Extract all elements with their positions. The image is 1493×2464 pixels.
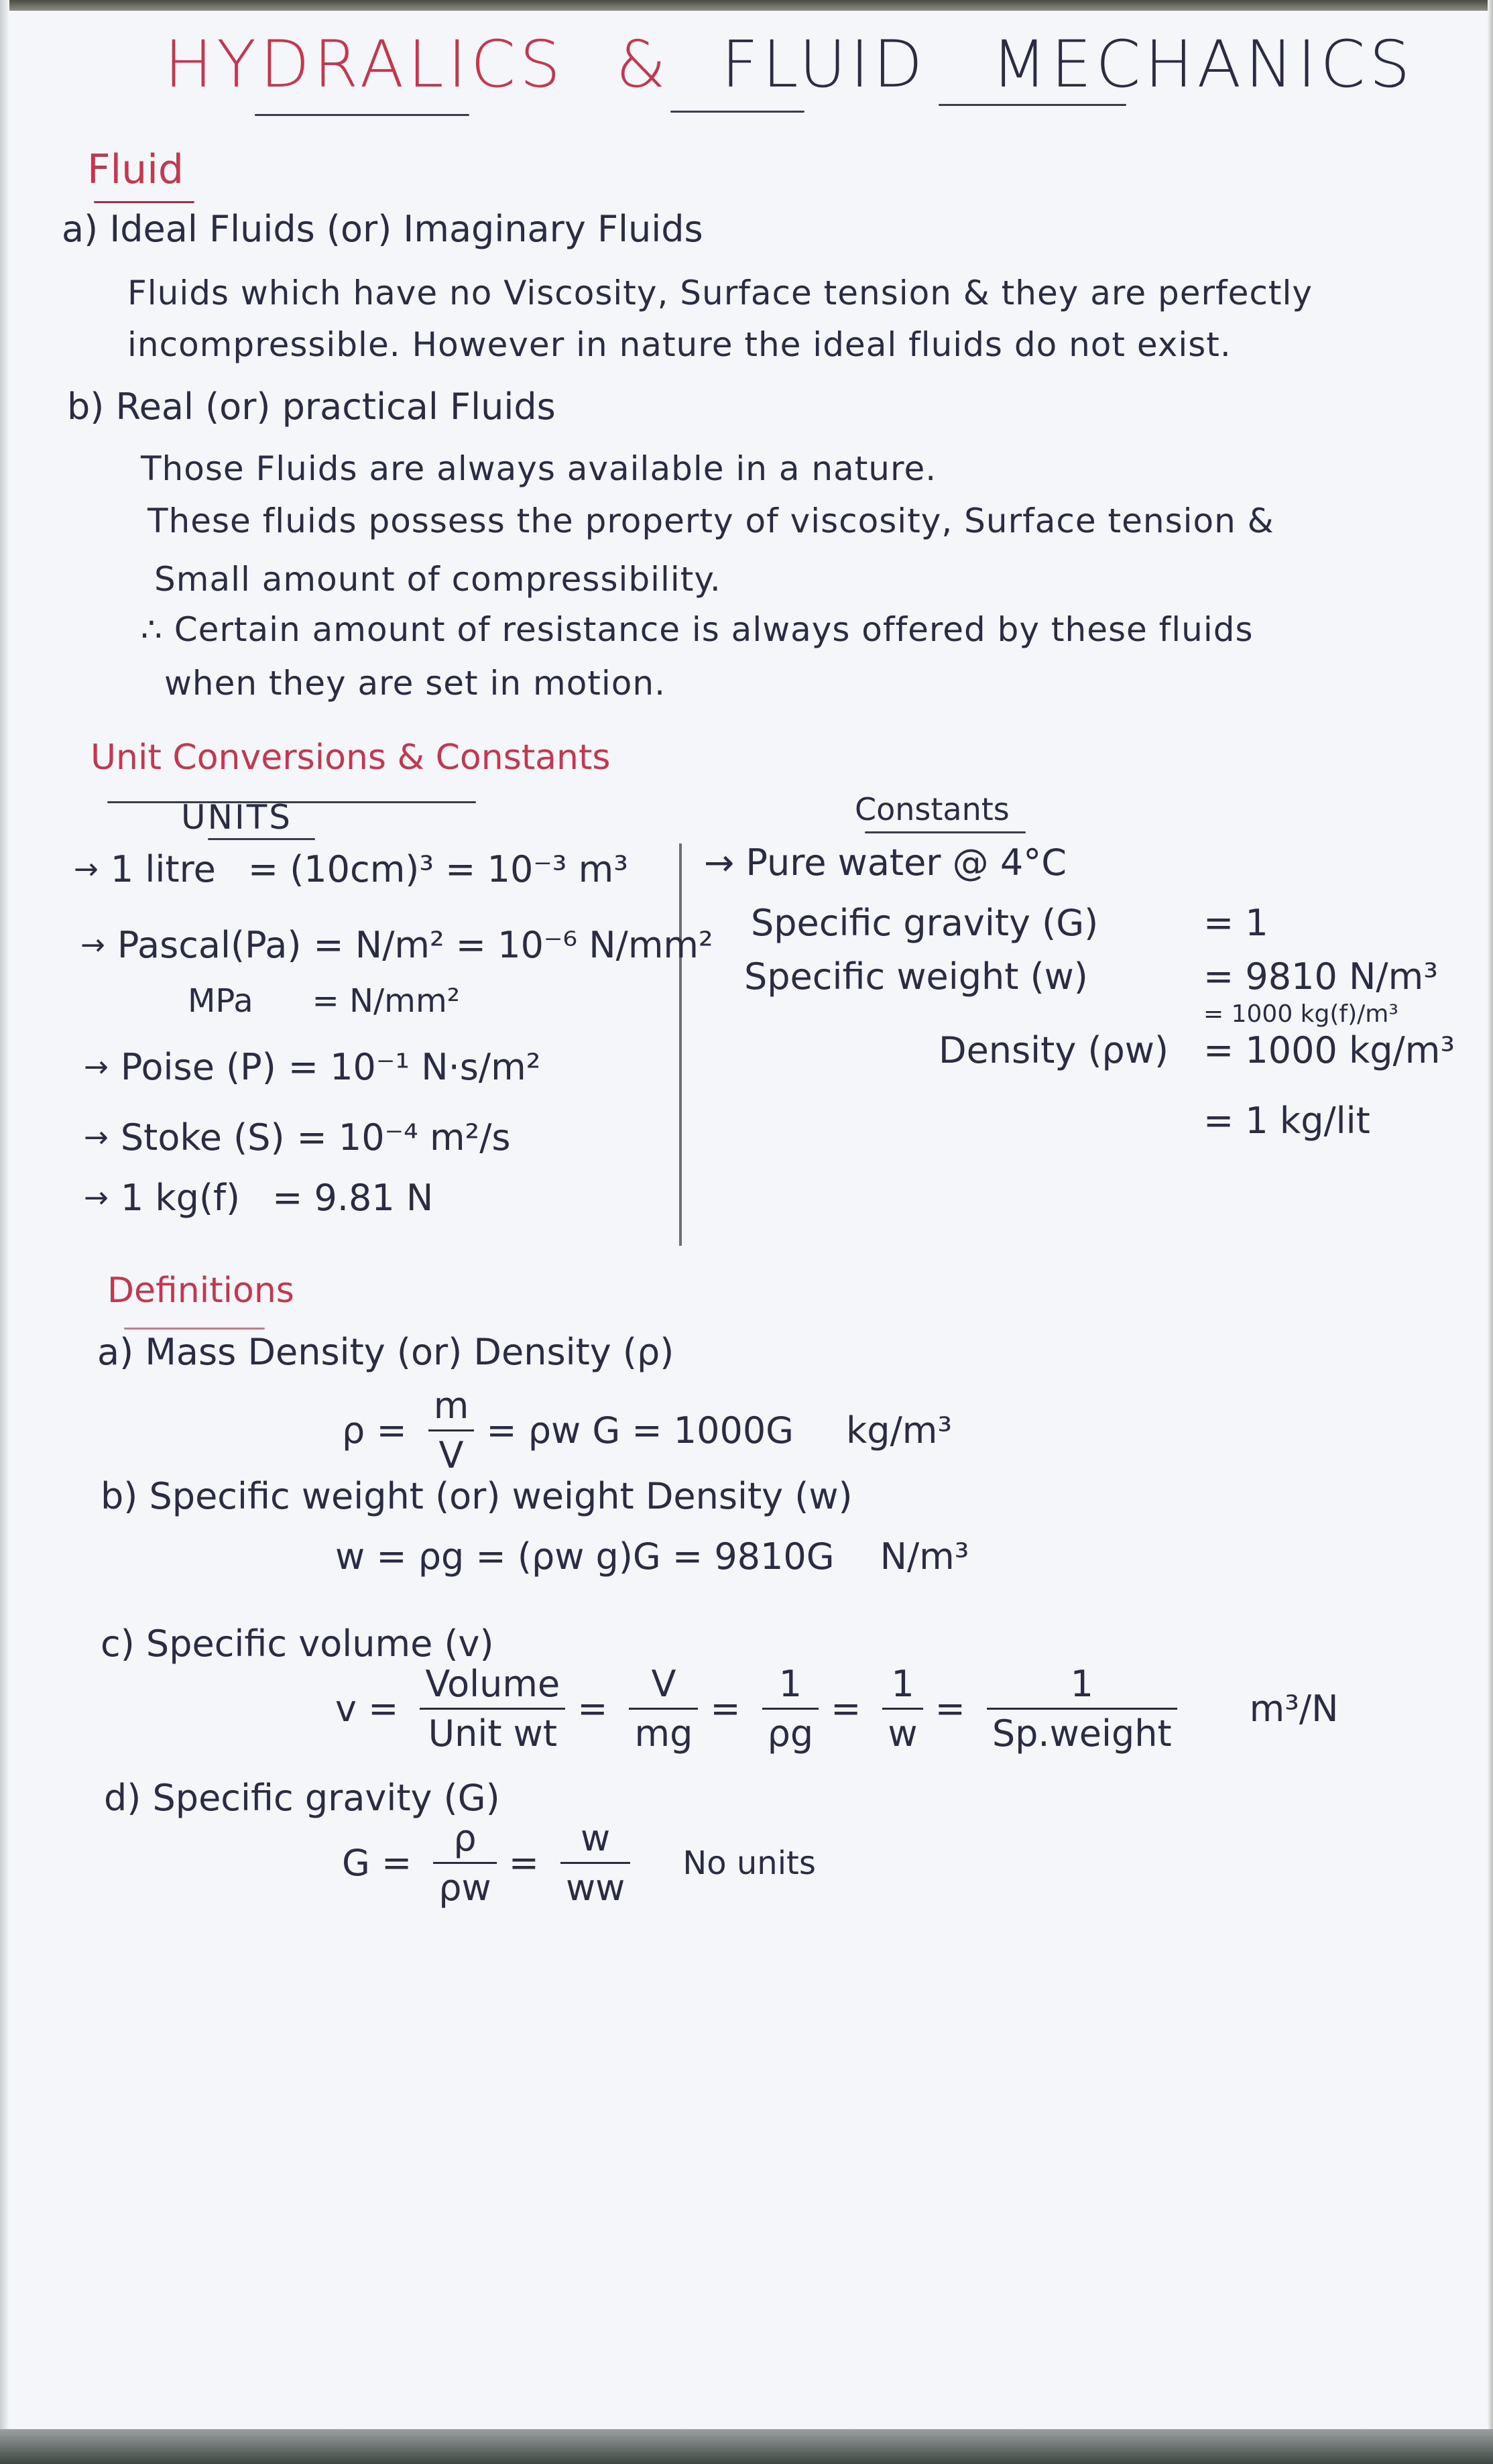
item-title: Real (or) practical Fluids [115,386,556,428]
title-word-mechanics: MECHANICS [991,27,1415,102]
fraction-volume-over-unit-wt [420,1663,565,1755]
def-specific-weight-title: b) Specific weight (or) weight Density (w) [101,1475,853,1517]
def-mass-density-equation [342,1385,964,1476]
constant-label-density: Density (ρw) [939,1029,1169,1071]
eq-unit: m³/N [1249,1688,1339,1730]
unit-row-kgf [84,1177,445,1219]
title-underline-2 [670,111,804,113]
numerator: 1 [891,1663,914,1705]
page-title [164,27,1414,102]
unit-row-poise [84,1046,552,1088]
numerator: Volume [425,1663,560,1705]
unit-lhs: MPa [188,982,253,1020]
unit-lhs: Pascal(Pa) [117,924,302,966]
ideal-fluids-title [62,208,703,250]
unit-row-pascal [80,924,725,966]
arrow-icon: → [84,1050,109,1084]
arrow-icon: → [84,1120,109,1155]
title-underline-1 [255,114,469,116]
title-ampersand: & [615,27,670,102]
numerator: m [433,1385,469,1427]
title-word-hydralics: HYDRALICS [164,27,564,102]
eq-sign: = [577,1688,608,1730]
title-underline-3 [939,104,1126,106]
fraction-bar [428,1429,475,1431]
fraction-bar [433,1862,496,1864]
constant-value-density-per-litre: = 1 kg/lit [1203,1100,1370,1142]
fraction-m-over-v [428,1385,475,1476]
def-specific-gravity-equation [342,1817,828,1909]
constants-heading: Constants [855,791,1010,827]
eq-sign: = [508,1842,539,1884]
denominator: w [888,1712,918,1755]
constant-label-specific-gravity: Specific gravity (G) [751,902,1099,944]
real-fluids-line-5: when they are set in motion. [164,664,666,703]
fraction-bar [987,1708,1177,1710]
unit-rhs: = 10⁻¹ N·s/m² [288,1046,541,1088]
column-divider [679,843,682,1246]
constant-label-specific-weight: Specific weight (w) [744,955,1088,998]
eq-sign: = [935,1688,965,1730]
unit-lhs: 1 kg(f) [120,1177,241,1219]
fraction-rho-over-rho-w [433,1817,496,1909]
def-specific-weight-equation [335,1535,981,1578]
def-specific-gravity-title: d) Specific gravity (G) [104,1777,500,1819]
constant-value-specific-gravity: = 1 [1203,902,1268,944]
def-mass-density-title: a) Mass Density (or) Density (ρ) [97,1331,674,1373]
unit-rhs: = N/mm² [312,982,460,1020]
numerator: 1 [778,1663,802,1705]
item-marker: b) [67,386,105,428]
numerator: ρ [453,1817,477,1859]
unit-rhs: = 10⁻⁴ m²/s [296,1116,511,1159]
numerator: V [651,1663,676,1705]
section-heading-fluid: Fluid [87,146,184,193]
arrow-icon: → [74,852,99,886]
fraction-v-over-mg [629,1663,698,1755]
eq-unit: N/m³ [880,1535,969,1578]
unit-row-stoke [84,1116,523,1159]
fraction-1-over-sp-weight [987,1663,1177,1755]
eq-lhs: G = [342,1842,412,1884]
section-heading-unit-conversions: Unit Conversions & Constants [91,738,611,778]
definitions-heading-underline [124,1328,265,1330]
fraction-bar [560,1862,630,1864]
unit-lhs: Poise (P) [120,1046,276,1088]
arrow-icon: → [84,1181,109,1215]
unit-rhs: = (10cm)³ = 10⁻³ m³ [247,848,628,890]
real-fluids-title [67,386,556,428]
fraction-1-over-rho-g [762,1663,819,1755]
eq-rest: = ρw G = 1000G [486,1409,794,1452]
denominator: ww [565,1867,625,1909]
units-heading-underline [208,838,315,840]
fraction-1-over-w [882,1663,922,1755]
unit-rhs: = 9.81 N [272,1177,434,1219]
constant-value-density: = 1000 kg/m³ [1203,1029,1455,1071]
arrow-icon: → [80,928,105,962]
constant-value-specific-weight-kgf: = 1000 kg(f)/m³ [1203,1000,1398,1028]
section-heading-definitions: Definitions [107,1271,294,1311]
fraction-bar [420,1708,565,1710]
fraction-bar [882,1708,922,1710]
numerator: w [581,1817,611,1859]
denominator: ρw [438,1867,491,1909]
item-marker: a) [62,208,99,250]
real-fluids-line-1: Those Fluids are always available in a nature. [141,449,937,488]
constants-intro: → Pure water @ 4°C [704,841,1067,884]
constant-value-specific-weight: = 9810 N/m³ [1203,955,1438,998]
eq-unit: kg/m³ [846,1409,953,1452]
eq-body: w = ρg = (ρw g)G = 9810G [335,1535,835,1578]
ideal-fluids-line-1: Fluids which have no Viscosity, Surface tension & they are perfectly [127,274,1313,312]
denominator: mg [634,1712,693,1755]
unit-rhs: = N/m² = 10⁻⁶ N/mm² [313,924,713,966]
fraction-bar [629,1708,698,1710]
denominator: Unit wt [428,1712,558,1755]
eq-sign: = [710,1688,741,1730]
fraction-w-over-ww [560,1817,630,1909]
unit-row-litre [74,848,640,890]
real-fluids-line-4: ∴ Certain amount of resistance is always offered by these fluids [141,610,1254,649]
eq-lhs: ρ = [342,1409,407,1452]
def-specific-volume-title: c) Specific volume (v) [101,1623,494,1665]
eq-lhs: v = [335,1688,399,1730]
ideal-fluids-line-2: incompressible. However in nature the ideal fluids do not exist. [127,325,1232,364]
denominator: Sp.weight [992,1712,1172,1755]
eq-note: No units [682,1844,816,1882]
def-specific-volume-equation [335,1663,1350,1755]
real-fluids-line-3: Small amount of compressibility. [154,560,721,599]
real-fluids-line-2: These fluids possess the property of viscosity, Surface tension & [147,502,1274,540]
constants-heading-underline [865,831,1026,833]
unit-lhs: 1 litre [110,848,216,890]
fluid-heading-underline [94,201,194,203]
unit-row-mpa [188,982,472,1020]
denominator: V [438,1434,464,1476]
fraction-bar [762,1708,819,1710]
denominator: ρg [767,1712,814,1755]
item-title: Ideal Fluids (or) Imaginary Fluids [109,208,703,250]
title-word-fluid: FLUID [721,27,927,102]
numerator: 1 [1070,1663,1093,1705]
eq-sign: = [831,1688,861,1730]
unit-lhs: Stoke (S) [120,1116,285,1159]
units-heading: UNITS [181,798,293,837]
